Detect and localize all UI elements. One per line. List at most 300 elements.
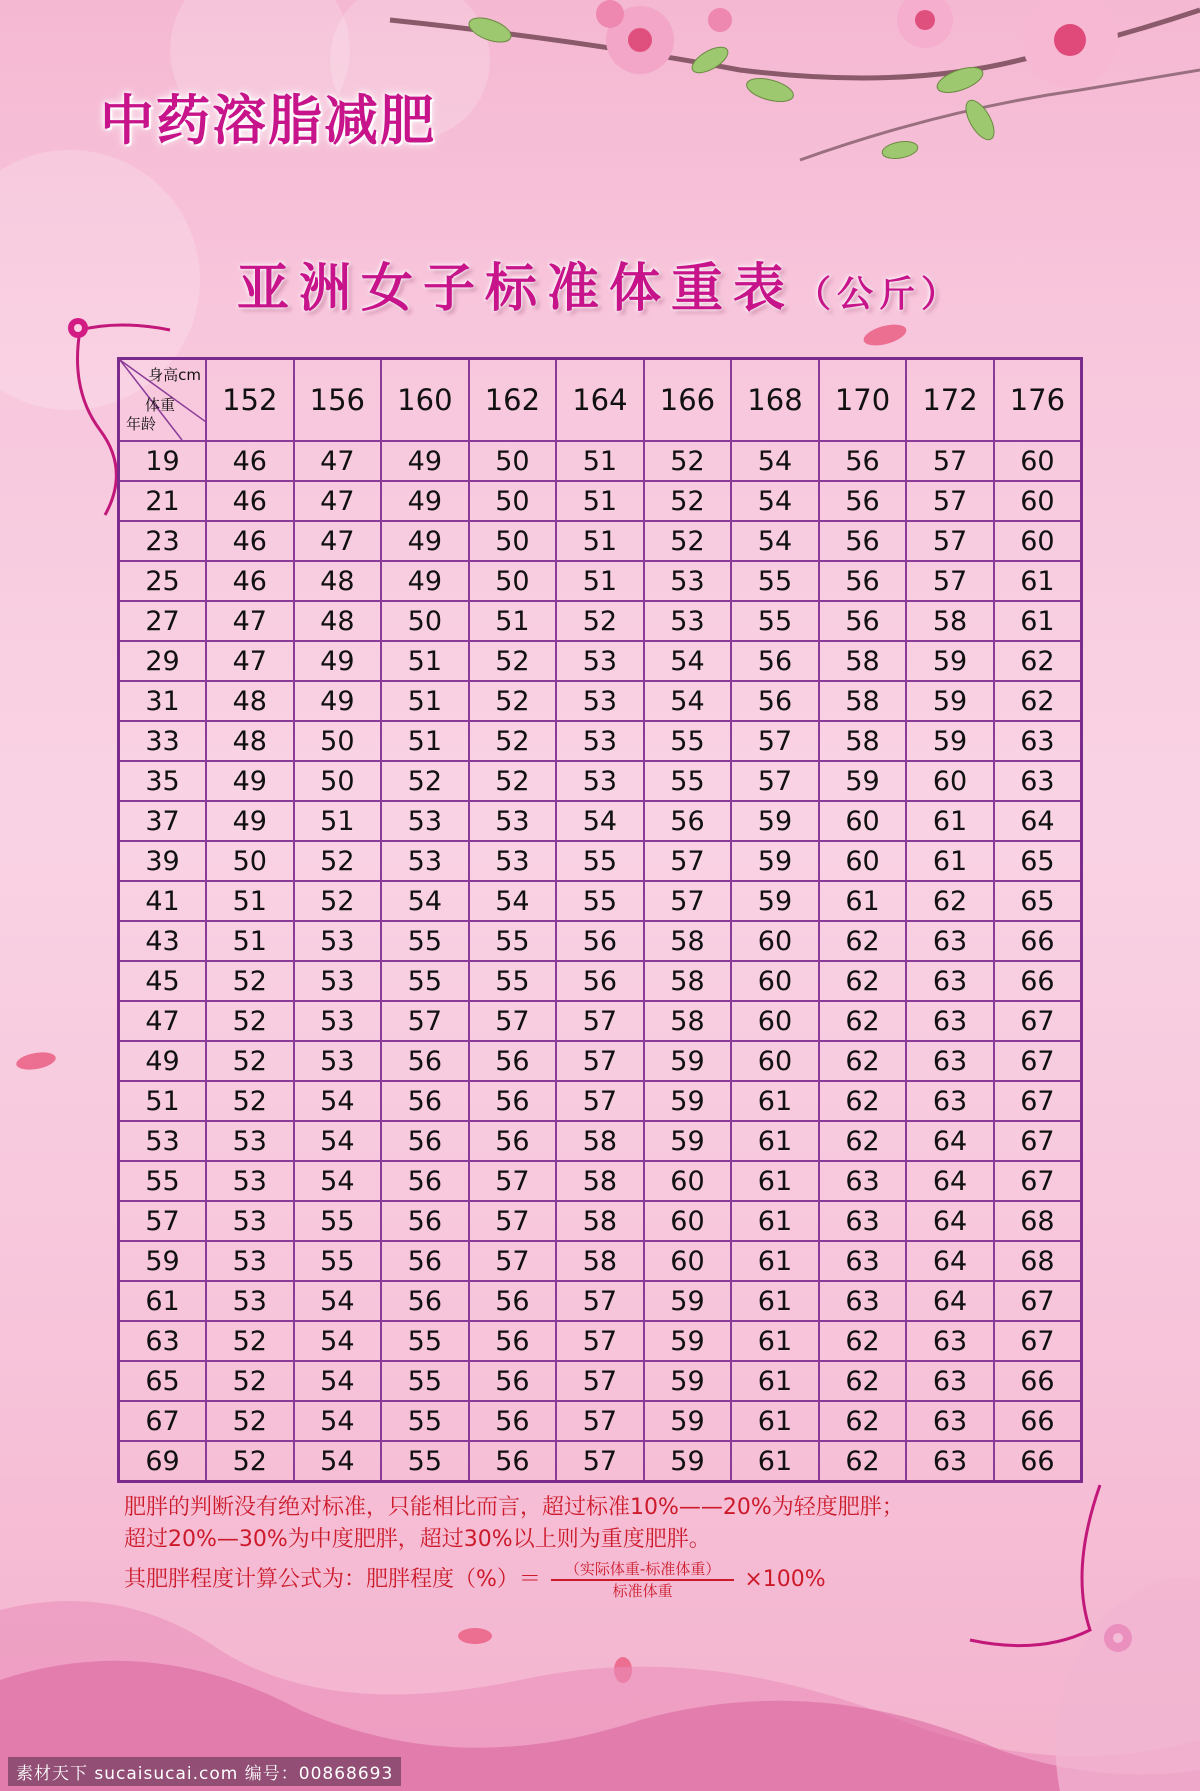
weight-cell: 62 [819,1081,907,1121]
table-row [119,1401,1082,1441]
weight-cell: 57 [644,841,732,881]
weight-cell: 57 [731,761,819,801]
weight-cell: 52 [206,1401,294,1441]
height-header: 162 [469,359,557,442]
table-row [119,761,1082,801]
weight-cell: 53 [294,1041,382,1081]
weight-cell: 63 [906,1001,994,1041]
weight-cell: 54 [644,681,732,721]
weight-cell: 53 [644,561,732,601]
weight-cell: 54 [294,1361,382,1401]
weight-cell: 52 [469,761,557,801]
weight-cell: 62 [819,1121,907,1161]
weight-cell: 60 [644,1201,732,1241]
weight-cell: 62 [819,1401,907,1441]
weight-cell: 48 [206,721,294,761]
weight-cell: 59 [644,1081,732,1121]
height-header: 156 [294,359,382,442]
table-row [119,1201,1082,1241]
weight-cell: 53 [206,1241,294,1281]
weight-cell: 49 [381,561,469,601]
height-axis-label: 身高cm [148,366,202,384]
age-cell: 59 [119,1241,207,1281]
weight-cell: 54 [294,1281,382,1321]
weight-cell: 63 [819,1241,907,1281]
weight-cell: 56 [381,1081,469,1121]
weight-cell: 63 [819,1161,907,1201]
weight-cell: 54 [294,1161,382,1201]
weight-cell: 53 [206,1121,294,1161]
weight-cell: 51 [206,921,294,961]
weight-cell: 59 [644,1441,732,1482]
weight-cell: 57 [469,1161,557,1201]
weight-cell: 54 [556,801,644,841]
weight-cell: 49 [294,641,382,681]
weight-cell: 57 [556,1321,644,1361]
weight-cell: 56 [469,1281,557,1321]
age-cell: 41 [119,881,207,921]
weight-cell: 62 [819,1321,907,1361]
weight-cell: 46 [206,481,294,521]
height-header: 160 [381,359,469,442]
weight-cell: 56 [469,1401,557,1441]
weight-cell: 56 [381,1121,469,1161]
weight-cell: 58 [819,641,907,681]
weight-cell: 59 [644,1361,732,1401]
weight-cell: 67 [994,1081,1082,1121]
weight-cell: 50 [381,601,469,641]
weight-cell: 62 [819,1441,907,1482]
table-row [119,1321,1082,1361]
weight-cell: 56 [819,481,907,521]
table-row [119,721,1082,761]
weight-cell: 63 [906,1081,994,1121]
weight-cell: 58 [644,961,732,1001]
weight-cell: 50 [469,521,557,561]
weight-cell: 51 [469,601,557,641]
weight-cell: 51 [381,721,469,761]
weight-cell: 66 [994,1401,1082,1441]
weight-cell: 68 [994,1201,1082,1241]
weight-cell: 58 [644,921,732,961]
weight-cell: 60 [994,481,1082,521]
weight-cell: 61 [994,601,1082,641]
age-cell: 57 [119,1201,207,1241]
weight-cell: 48 [206,681,294,721]
corner-cell [119,359,207,442]
note-line-1: 肥胖的判断没有绝对标准，只能相比而言，超过标准10%——20%为轻度肥胖； [124,1495,904,1520]
weight-cell: 61 [731,1161,819,1201]
weight-cell: 67 [994,1001,1082,1041]
table-row [119,1281,1082,1321]
weight-cell: 64 [906,1161,994,1201]
weight-cell: 56 [469,1361,557,1401]
weight-cell: 51 [556,521,644,561]
weight-cell: 52 [469,641,557,681]
notes-section [124,1492,1104,1600]
weight-cell: 55 [556,841,644,881]
weight-cell: 57 [556,1001,644,1041]
weight-cell: 67 [994,1281,1082,1321]
weight-cell: 53 [206,1281,294,1321]
age-cell: 29 [119,641,207,681]
weight-cell: 56 [381,1201,469,1241]
weight-cell: 54 [644,641,732,681]
weight-cell: 51 [556,481,644,521]
age-cell: 51 [119,1081,207,1121]
weight-cell: 62 [819,1361,907,1401]
formula-suffix: ×100% [744,1567,826,1592]
weight-cell: 53 [644,601,732,641]
table-row [119,1081,1082,1121]
formula-prefix: 其肥胖程度计算公式为：肥胖程度（%）＝ [124,1567,541,1592]
weight-cell: 57 [644,881,732,921]
weight-cell: 55 [381,1441,469,1482]
weight-cell: 56 [469,1321,557,1361]
weight-axis-label: 体重 [145,396,176,414]
table-row [119,881,1082,921]
age-cell: 37 [119,801,207,841]
weight-cell: 48 [294,601,382,641]
weight-cell: 50 [469,441,557,481]
weight-cell: 56 [644,801,732,841]
weight-cell: 59 [906,681,994,721]
weight-cell: 59 [644,1281,732,1321]
weight-cell: 54 [294,1321,382,1361]
weight-cell: 57 [556,1441,644,1482]
weight-cell: 63 [906,1321,994,1361]
weight-cell: 62 [819,921,907,961]
weight-cell: 46 [206,561,294,601]
weight-cell: 50 [469,561,557,601]
weight-cell: 51 [556,561,644,601]
weight-cell: 52 [644,481,732,521]
weight-cell: 64 [906,1241,994,1281]
weight-cell: 60 [731,921,819,961]
age-cell: 67 [119,1401,207,1441]
weight-cell: 53 [469,841,557,881]
weight-cell: 63 [906,961,994,1001]
table-row [119,1041,1082,1081]
weight-cell: 56 [469,1121,557,1161]
weight-cell: 61 [731,1121,819,1161]
weight-cell: 66 [994,961,1082,1001]
table-row [119,1241,1082,1281]
table-row [119,1161,1082,1201]
weight-cell: 56 [469,1441,557,1482]
weight-cell: 55 [381,921,469,961]
weight-cell: 62 [994,681,1082,721]
weight-cell: 59 [644,1321,732,1361]
weight-cell: 57 [906,521,994,561]
weight-cell: 57 [469,1201,557,1241]
age-cell: 69 [119,1441,207,1482]
weight-cell: 53 [556,721,644,761]
weight-cell: 55 [381,1401,469,1441]
age-cell: 55 [119,1161,207,1201]
formula-numerator: （实际体重-标准体重） [551,1560,734,1581]
weight-cell: 54 [381,881,469,921]
age-cell: 45 [119,961,207,1001]
weight-cell: 63 [819,1281,907,1321]
table-row [119,961,1082,1001]
table-title-text: 亚洲女子标准体重表 [236,258,795,319]
weight-cell: 46 [206,521,294,561]
weight-cell: 54 [294,1441,382,1482]
weight-cell: 52 [469,721,557,761]
weight-cell: 46 [206,441,294,481]
weight-cell: 53 [206,1161,294,1201]
weight-cell: 55 [469,921,557,961]
table-row [119,1441,1082,1482]
weight-cell: 53 [556,681,644,721]
petal-icon [12,1050,60,1072]
weight-cell: 64 [906,1201,994,1241]
weight-cell: 55 [294,1201,382,1241]
weight-cell: 55 [469,961,557,1001]
weight-cell: 58 [556,1121,644,1161]
weight-cell: 54 [731,521,819,561]
weight-cell: 63 [994,721,1082,761]
weight-cell: 55 [381,1361,469,1401]
age-cell: 27 [119,601,207,641]
weight-cell: 56 [819,561,907,601]
weight-cell: 52 [294,841,382,881]
weight-cell: 52 [206,961,294,1001]
weight-cell: 65 [994,841,1082,881]
weight-cell: 52 [206,1361,294,1401]
weight-cell: 52 [206,1321,294,1361]
weight-cell: 54 [294,1401,382,1441]
weight-cell: 56 [381,1241,469,1281]
table-header-row [119,359,1082,442]
table-row [119,921,1082,961]
weight-cell: 61 [731,1441,819,1482]
table-row [119,1001,1082,1041]
weight-cell: 53 [381,841,469,881]
weight-cell: 59 [644,1121,732,1161]
formula-denominator: 标准体重 [612,1582,673,1600]
petal-icon [860,322,910,348]
weight-cell: 66 [994,1441,1082,1482]
weight-cell: 59 [731,841,819,881]
weight-cell: 60 [644,1241,732,1281]
table-title [0,246,1200,321]
weight-cell: 56 [469,1041,557,1081]
weight-cell: 47 [294,521,382,561]
weight-cell: 59 [731,801,819,841]
weight-cell: 67 [994,1121,1082,1161]
watermark: 素材天下 sucaisucai.com 编号：00868693 [8,1757,401,1786]
weight-cell: 67 [994,1161,1082,1201]
weight-cell: 60 [994,441,1082,481]
weight-cell: 55 [294,1241,382,1281]
weight-cell: 57 [556,1281,644,1321]
age-cell: 43 [119,921,207,961]
table-row [119,1121,1082,1161]
weight-cell: 57 [469,1241,557,1281]
weight-cell: 62 [994,641,1082,681]
weight-cell: 55 [731,561,819,601]
weight-cell: 51 [381,641,469,681]
weight-cell: 62 [819,1041,907,1081]
weight-cell: 61 [731,1241,819,1281]
weight-cell: 61 [731,1281,819,1321]
weight-cell: 63 [906,921,994,961]
table-row [119,801,1082,841]
weight-cell: 58 [556,1241,644,1281]
weight-cell: 51 [206,881,294,921]
weight-cell: 52 [644,521,732,561]
weight-cell: 49 [294,681,382,721]
weight-cell: 51 [294,801,382,841]
formula-line [124,1560,1104,1600]
weight-cell: 61 [731,1401,819,1441]
weight-cell: 59 [906,721,994,761]
weight-cell: 61 [906,841,994,881]
weight-cell: 52 [206,1441,294,1482]
weight-cell: 58 [819,681,907,721]
brand-title: 中药溶脂减肥 [100,89,436,152]
weight-cell: 61 [819,881,907,921]
weight-cell: 57 [556,1361,644,1401]
weight-cell: 52 [294,881,382,921]
weight-cell: 54 [469,881,557,921]
weight-cell: 52 [206,1001,294,1041]
weight-cell: 60 [906,761,994,801]
weight-cell: 53 [294,1001,382,1041]
weight-cell: 59 [644,1041,732,1081]
age-cell: 35 [119,761,207,801]
weight-cell: 55 [731,601,819,641]
weight-cell: 62 [819,1001,907,1041]
age-cell: 63 [119,1321,207,1361]
weight-cell: 49 [206,761,294,801]
weight-cell: 51 [381,681,469,721]
height-header: 176 [994,359,1082,442]
weight-cell: 55 [381,1321,469,1361]
weight-cell: 63 [994,761,1082,801]
note-line-2: 超过20%—30%为中度肥胖，超过30%以上则为重度肥胖。 [124,1527,711,1552]
weight-cell: 49 [381,521,469,561]
weight-cell: 49 [206,801,294,841]
weight-cell: 50 [294,721,382,761]
weight-cell: 53 [206,1201,294,1241]
table-row [119,441,1082,481]
table-row [119,641,1082,681]
weight-cell: 64 [906,1281,994,1321]
weight-cell: 60 [731,1041,819,1081]
weight-cell: 61 [906,801,994,841]
weight-cell: 59 [819,761,907,801]
weight-cell: 56 [469,1081,557,1121]
weight-cell: 61 [731,1321,819,1361]
weight-cell: 53 [556,641,644,681]
weight-cell: 47 [294,441,382,481]
weight-cell: 50 [206,841,294,881]
table-body [119,441,1082,1482]
weight-cell: 57 [731,721,819,761]
weight-cell: 55 [556,881,644,921]
age-cell: 49 [119,1041,207,1081]
height-header: 172 [906,359,994,442]
age-cell: 47 [119,1001,207,1041]
weight-cell: 59 [731,881,819,921]
age-cell: 53 [119,1121,207,1161]
weight-cell: 47 [294,481,382,521]
weight-cell: 48 [294,561,382,601]
weight-cell: 57 [906,561,994,601]
weight-cell: 49 [381,481,469,521]
weight-cell: 60 [819,801,907,841]
table-row [119,481,1082,521]
weight-cell: 56 [381,1281,469,1321]
weight-cell: 63 [906,1441,994,1482]
weight-cell: 57 [556,1401,644,1441]
weight-cell: 56 [819,441,907,481]
weight-cell: 55 [644,721,732,761]
weight-cell: 53 [294,961,382,1001]
weight-cell: 57 [556,1081,644,1121]
weight-cell: 57 [469,1001,557,1041]
weight-cell: 60 [994,521,1082,561]
weight-cell: 54 [294,1081,382,1121]
weight-cell: 54 [294,1121,382,1161]
weight-cell: 64 [994,801,1082,841]
weight-cell: 57 [556,1041,644,1081]
table-row [119,561,1082,601]
age-cell: 39 [119,841,207,881]
table-row [119,521,1082,561]
weight-cell: 57 [381,1001,469,1041]
weight-cell: 47 [206,601,294,641]
weight-cell: 59 [906,641,994,681]
table-row [119,1361,1082,1401]
weight-cell: 52 [556,601,644,641]
weight-cell: 61 [731,1081,819,1121]
weight-cell: 51 [556,441,644,481]
weight-table [117,357,1083,1483]
weight-cell: 62 [906,881,994,921]
weight-cell: 57 [906,441,994,481]
weight-cell: 63 [906,1041,994,1081]
age-cell: 19 [119,441,207,481]
weight-cell: 52 [381,761,469,801]
weight-cell: 58 [556,1201,644,1241]
weight-cell: 66 [994,1361,1082,1401]
weight-cell: 58 [906,601,994,641]
weight-cell: 57 [906,481,994,521]
weight-cell: 61 [731,1361,819,1401]
table-title-unit: （公斤） [795,273,964,315]
weight-cell: 65 [994,881,1082,921]
weight-cell: 61 [731,1201,819,1241]
weight-cell: 64 [906,1121,994,1161]
blossom-branch-icon [380,0,1200,250]
weight-cell: 59 [644,1401,732,1441]
weight-cell: 63 [906,1401,994,1441]
weight-cell: 54 [731,441,819,481]
weight-cell: 49 [381,441,469,481]
weight-cell: 54 [731,481,819,521]
weight-cell: 58 [644,1001,732,1041]
weight-cell: 68 [994,1241,1082,1281]
weight-cell: 63 [906,1361,994,1401]
weight-cell: 53 [294,921,382,961]
weight-cell: 61 [994,561,1082,601]
weight-cell: 55 [644,761,732,801]
weight-cell: 52 [206,1081,294,1121]
